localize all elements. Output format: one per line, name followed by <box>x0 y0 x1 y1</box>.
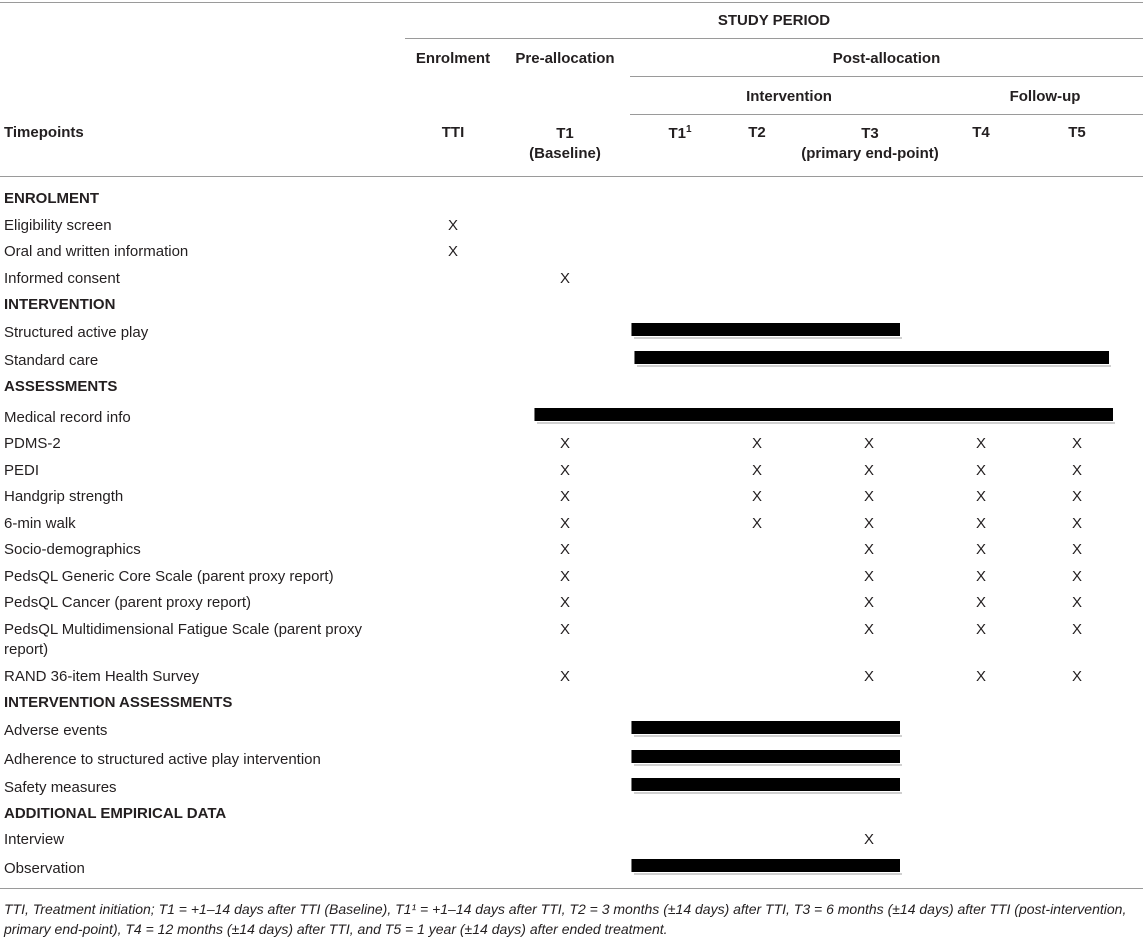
follow-up-header: Follow-up <box>1009 88 1081 105</box>
mark-t3: X <box>863 462 874 479</box>
row-label: PedsQL Multidimensional Fatigue Scale (parent proxy <box>4 621 362 638</box>
timepoint-t2: T2 <box>748 124 766 141</box>
row-label: Handgrip strength <box>4 488 124 505</box>
mark-tti: X <box>447 217 458 234</box>
mark-t1: X <box>559 270 570 287</box>
mark-t1: X <box>559 594 570 611</box>
mark-t5: X <box>1071 621 1082 638</box>
rule-post-allocation <box>630 76 1143 77</box>
row-label: Adverse events <box>4 722 108 739</box>
mark-t1: X <box>559 621 570 638</box>
study-period-header: STUDY PERIOD <box>717 12 831 29</box>
rule-table-bottom <box>0 888 1143 889</box>
mark-t2: X <box>751 515 762 532</box>
timeline-bar <box>631 721 900 734</box>
row-label: 6-min walk <box>4 515 76 532</box>
section-intervention: INTERVENTION <box>4 296 116 313</box>
mark-t4: X <box>975 435 986 452</box>
timepoint-t1-label: T1 <box>556 125 574 142</box>
mark-t4: X <box>975 462 986 479</box>
timeline-bar <box>534 408 1113 421</box>
rule-top <box>0 2 1143 3</box>
timepoint-t3 <box>780 124 960 164</box>
mark-t5: X <box>1071 568 1082 585</box>
row-label: PEDI <box>4 462 40 479</box>
mark-t4: X <box>975 541 986 558</box>
timeline-bar <box>631 778 900 791</box>
row-label: PedsQL Cancer (parent proxy report) <box>4 594 252 611</box>
mark-t5: X <box>1071 488 1082 505</box>
mark-t4: X <box>975 488 986 505</box>
section-assessments: ASSESSMENTS <box>4 378 118 395</box>
mark-t5: X <box>1071 462 1082 479</box>
row-label: Adherence to structured active play intervention <box>4 751 321 768</box>
row-label-continuation: report) <box>4 641 49 658</box>
timepoint-t1-1-label: T1 <box>668 125 686 142</box>
rule-intervention <box>630 114 1143 115</box>
timeline-bar <box>634 351 1109 364</box>
row-label: Standard care <box>4 352 99 369</box>
section-additional-data: ADDITIONAL EMPIRICAL DATA <box>4 805 227 822</box>
rule-header-bottom <box>0 176 1143 177</box>
row-label: PedsQL Generic Core Scale (parent proxy report) <box>4 568 334 585</box>
row-label: Safety measures <box>4 779 117 796</box>
mark-t3: X <box>863 568 874 585</box>
mark-t3: X <box>863 668 874 685</box>
timeline-bar <box>631 750 900 763</box>
mark-tti: X <box>447 243 458 260</box>
mark-t4: X <box>975 515 986 532</box>
mark-t1: X <box>559 515 570 532</box>
mark-t2: X <box>751 435 762 452</box>
timeline-bar <box>631 323 900 336</box>
mark-t4: X <box>975 621 986 638</box>
row-label: Structured active play <box>4 324 149 341</box>
mark-t1: X <box>559 435 570 452</box>
timepoint-t1-1-sup: 1 <box>685 124 692 135</box>
row-label: Medical record info <box>4 409 131 426</box>
row-label: Oral and written information <box>4 243 189 260</box>
timepoint-t1 <box>505 124 625 164</box>
mark-t3: X <box>863 831 874 848</box>
row-label: PDMS-2 <box>4 435 61 452</box>
mark-t1: X <box>559 488 570 505</box>
timepoint-t5: T5 <box>1068 124 1086 141</box>
mark-t4: X <box>975 668 986 685</box>
mark-t4: X <box>975 594 986 611</box>
mark-t1: X <box>559 541 570 558</box>
mark-t1: X <box>559 568 570 585</box>
mark-t3: X <box>863 435 874 452</box>
mark-t3: X <box>863 541 874 558</box>
timepoints-label: Timepoints <box>4 124 84 141</box>
rule-study-period <box>405 38 1143 39</box>
mark-t3: X <box>863 488 874 505</box>
row-label: Informed consent <box>4 270 120 287</box>
timepoint-tti: TTI <box>441 124 465 141</box>
row-label: Interview <box>4 831 65 848</box>
row-label: Observation <box>4 860 85 877</box>
table-footnote: TTI, Treatment initiation; T1 = +1–14 days after TTI (Baseline), T1¹ = +1–14 days after TTI, T2 = 3 months (±14 days) after TTI, T3 = 6 months (±14 days) after TTI (post-intervention, primary end-point), T4 = 12 months (±14 days) after TTI, and T5 = 1 year (±14 days) after ended treatment. <box>4 901 1127 937</box>
mark-t2: X <box>751 462 762 479</box>
mark-t3: X <box>863 621 874 638</box>
mark-t2: X <box>751 488 762 505</box>
row-label: Eligibility screen <box>4 217 112 234</box>
mark-t1: X <box>559 462 570 479</box>
timepoint-t4: T4 <box>972 124 990 141</box>
mark-t5: X <box>1071 435 1082 452</box>
timeline-bar <box>631 859 900 872</box>
mark-t5: X <box>1071 594 1082 611</box>
mark-t3: X <box>863 594 874 611</box>
mark-t5: X <box>1071 515 1082 532</box>
mark-t5: X <box>1071 668 1082 685</box>
timepoint-t3-label: T3 <box>861 125 879 142</box>
enrolment-header: Enrolment <box>415 50 491 67</box>
section-enrolment: ENROLMENT <box>4 190 99 207</box>
row-label: Socio-demographics <box>4 541 141 558</box>
pre-allocation-header: Pre-allocation <box>515 50 615 67</box>
mark-t5: X <box>1071 541 1082 558</box>
mark-t1: X <box>559 668 570 685</box>
timepoint-t1-sub: (Baseline) <box>529 145 601 162</box>
post-allocation-header: Post-allocation <box>832 50 941 67</box>
intervention-header: Intervention <box>746 88 832 105</box>
mark-t3: X <box>863 515 874 532</box>
mark-t4: X <box>975 568 986 585</box>
section-intervention-assessments: INTERVENTION ASSESSMENTS <box>4 694 233 711</box>
row-label: RAND 36-item Health Survey <box>4 668 200 685</box>
timepoint-t1-1 <box>655 124 705 142</box>
timepoint-t3-sub: (primary end-point) <box>801 145 939 162</box>
